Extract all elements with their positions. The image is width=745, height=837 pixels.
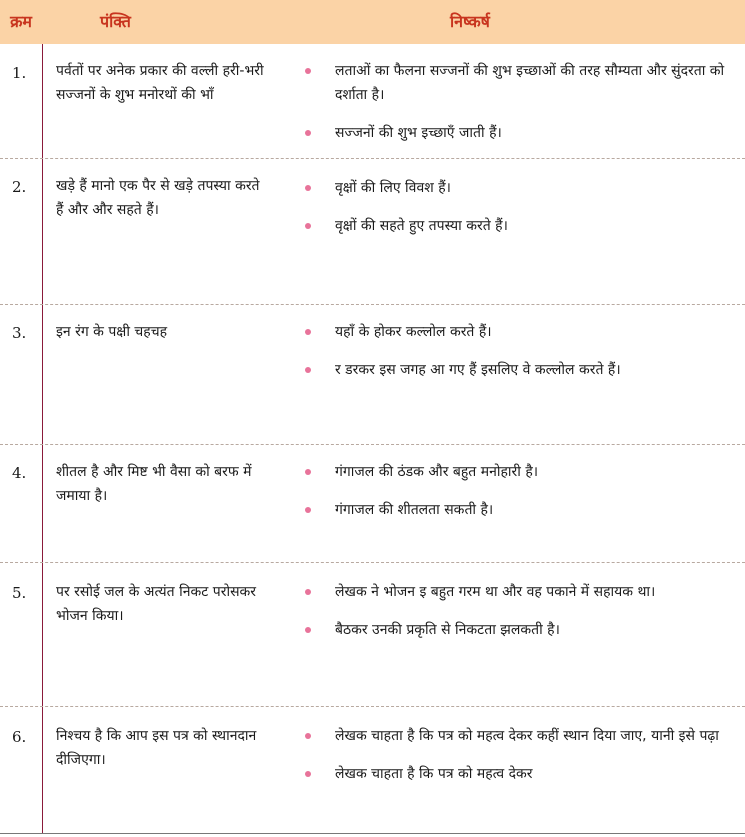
conclusion-item: वृक्षों की सहते हुए तपस्या करते हैं। [305, 214, 725, 238]
row-number: 1. [12, 64, 27, 82]
table-row [0, 304, 745, 444]
bullet-icon [305, 68, 311, 74]
conclusion-item: लेखक ने भोजन इ बहुत गरम था और वह पकाने में सहायक था। [305, 580, 725, 604]
conclusion-item: बैठकर उनकी प्रकृति से निकटता झलकती है। [305, 618, 725, 642]
conclusion-item: सज्जनों की शुभ इच्छाएँ जाती हैं। [305, 121, 725, 145]
row-line-text: पर्वतों पर अनेक प्रकार की वल्ली हरी-भरी सज्जनों के शुभ मनोरथों की भाँ [56, 63, 264, 103]
table-row [0, 444, 745, 562]
row-line-text: इन रंग के पक्षी चहचह [56, 324, 168, 340]
row-line-text: खड़े हैं मानो एक पैर से खड़े तपस्या करते हैं और और सहते हैं। [56, 178, 260, 218]
row-conclusions [305, 176, 725, 252]
row-conclusions [305, 460, 725, 536]
table-row [0, 158, 745, 304]
bullet-icon [305, 329, 311, 335]
conclusion-item: र डरकर इस जगह आ गए हैं इसलिए वे कल्लोल करते हैं। [305, 358, 725, 382]
row-number: 4. [12, 464, 27, 482]
row-line-text: शीतल है और मिष्ट भी वैसा को बरफ में जमाया है। [56, 464, 252, 504]
conclusion-item: गंगाजल की शीतलता सकती है। [305, 498, 725, 522]
bullet-icon [305, 589, 311, 595]
table-bottom-border [0, 833, 745, 834]
row-conclusions [305, 320, 725, 396]
header-line: पंक्ति [100, 12, 131, 31]
bullet-icon [305, 223, 311, 229]
row-number: 5. [12, 584, 27, 602]
bullet-icon [305, 733, 311, 739]
row-number: 6. [12, 728, 27, 746]
bullet-icon [305, 469, 311, 475]
bullet-icon [305, 185, 311, 191]
row-line-text: निश्चय है कि आप इस पत्र को स्थानदान दीजिएगा। [56, 728, 257, 768]
header-conclusion: निष्कर्ष [450, 12, 490, 31]
conclusion-item: वृक्षों की लिए विवश हैं। [305, 176, 725, 200]
bullet-icon [305, 771, 311, 777]
bullet-icon [305, 367, 311, 373]
bullet-icon [305, 130, 311, 136]
table-row [0, 706, 745, 833]
conclusion-item: गंगाजल की ठंडक और बहुत मनोहारी है। [305, 460, 725, 484]
conclusion-item: लेखक चाहता है कि पत्र को महत्व देकर कहीं स्थान दिया जाए, यानी इसे पढ़ा [305, 724, 725, 748]
conclusion-item: लेखक चाहता है कि पत्र को महत्व देकर [305, 762, 725, 786]
row-number: 2. [12, 178, 27, 196]
table-row [0, 44, 745, 158]
conclusion-item: यहाँ के होकर कल्लोल करते हैं। [305, 320, 725, 344]
row-conclusions [305, 59, 725, 159]
row-line-text: पर रसोई जल के अत्यंत निकट परोसकर भोजन किया। [56, 584, 257, 624]
conclusion-item: लताओं का फैलना सज्जनों की शुभ इच्छाओं की तरह सौम्यता और सुंदरता को दर्शाता है। [305, 59, 725, 107]
header-num: क्रम [10, 12, 32, 31]
row-conclusions [305, 580, 725, 656]
bullet-icon [305, 507, 311, 513]
table-row [0, 562, 745, 706]
bullet-icon [305, 627, 311, 633]
table-header [0, 0, 745, 44]
row-number: 3. [12, 324, 27, 342]
row-conclusions [305, 724, 725, 800]
